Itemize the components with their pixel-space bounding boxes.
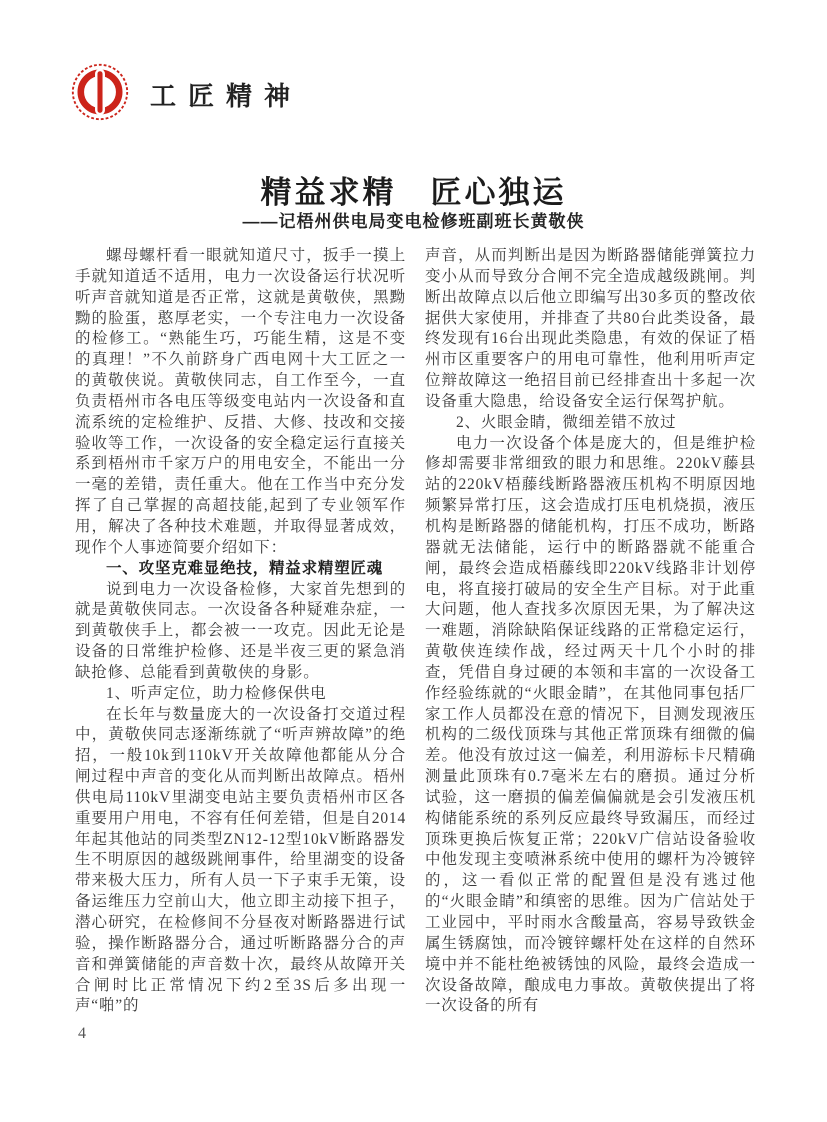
masthead	[70, 62, 302, 122]
trade-union-emblem-icon	[70, 62, 130, 122]
sub-heading: 2、火眼金睛，微细差错不放过	[456, 413, 677, 431]
article-title: 精益求精 匠心独运	[260, 174, 567, 210]
paragraph: 在长年与数量庞大的一次设备打交道过程中，黄敬侠同志逐渐练就了“听声辨故障”的绝招，一般10k到110kV开关故障他都能从分合闸过程中声音的变化从而判断出故障点。梧州供电局110kV里湖变电站主要负责梧州市区各重要用户用电，不容有任何差错，但是自2014年起其他站的同类型ZN12-12型10kV断路器发生不明原因的越级跳闸事件，给里湖变的设备带来极大压力，所有人员一下子束手无策，设备运维压力空前山大，他立即主动接下担子，潜心研究，在检修间不分昼夜对断路器进行试验，操作断路器分合，通过听断路器分合的声音和弹簧储能的声音数十次，最终从故障开关合闸时比正常情况下约2至3S后多出现一声“啪”的	[75, 705, 406, 1015]
article-body	[75, 246, 756, 1017]
section-heading: 一、攻坚克难显绝技，精益求精塑匠魂	[106, 559, 384, 577]
paragraph: 说到电力一次设备检修，大家首先想到的就是黄敬侠同志。一次设备各种疑难杂症，一到黄敬侠手上，都会被一一攻克。因此无论是设备的日常维护检修、还是半夜三更的紧急消缺抢修、总能看到黄敬侠的身影。	[75, 580, 406, 681]
paragraph: 螺母螺杆看一眼就知道尺寸，扳手一摸上手就知道适不适用，电力一次设备运行状况听听声音就知道是否正常，这就是黄敬侠，黑黝黝的脸蛋，憨厚老实，一个专注电力一次设备的检修工。“熟能生巧，巧能生精，这是不变的真理！”不久前跻身广西电网十大工匠之一的黄敬侠说。黄敬侠同志，自工作至今，一直负责梧州市各电压等级变电站内一次设备和直流系统的定检维护、反措、大修、技改和交接验收等工作，一次设备的安全稳定运行直接关系到梧州市千家万户的用电安全，不能出一分一毫的差错，责任重大。他在工作当中充分发挥了自己掌握的高超技能,起到了专业领军作用，解决了各种技术难题，并取得显著成效，现作个人事迹简要介绍如下：	[75, 247, 406, 556]
sub-heading: 1、听声定位，助力检修保供电	[106, 684, 327, 702]
paragraph: 电力一次设备个体是庞大的，但是维护检修却需要非常细致的眼力和思维。220kV藤县站的220kV梧藤线断路器液压机构不明原因地频繁异常打压，这会造成打压电机烧损，液压机构是断路器的储能机构，打压不成功，断路器就无法储能，运行中的断路器就不能重合闸，最终会造成梧藤线即220kV线路非计划停电，将直接打破局的安全生产目标。对于此重大问题，他人查找多次原因无果，为了解决这一难题，消除缺陷保证线路的正常稳定运行，黄敬侠连续作战，经过两天十几个小时的排查，凭借自身过硬的本领和丰富的一次设备工作经验练就的“火眼金睛”，在其他同事包括厂家工作人员都没在意的情况下，目测发现液压机构的二级伐顶珠与其他正常顶珠有细微的偏差。他没有放过这一偏差，利用游标卡尺精确测量此顶珠有0.7毫米左右的磨损。通过分析试验，这一磨损的偏差偏偏就是会引发液压机构储能系统的系列反应最终导致漏压，而经过顶珠更换后恢复正常；220kV广信站设备验收中他发现主变喷淋系统中使用的螺杆为冷镀锌的，这一看似正常的配置但是没有逃过他的“火眼金睛”和缜密的思维。因为广信站处于工业园中，平时雨水含酸量高，容易导致铁金属生锈腐蚀，而冷镀锌螺杆处在这样的自然环境中并不能杜绝被锈蚀的风险，最终会造成一次设备故障，酿成电力事故。黄敬侠提出了将一次设备的所有	[425, 434, 756, 1015]
masthead-label: 工匠精神	[150, 81, 303, 111]
left-column	[75, 246, 406, 1017]
right-column	[425, 246, 756, 1017]
article-subtitle: ——记梧州供电局变电检修班副班长黄敬侠	[242, 212, 585, 231]
paragraph-continuation: 声音，从而判断出是因为断路器储能弹簧拉力变小从而导致分合闸不完全造成越级跳闸。判断出故障点以后他立即编写出30多页的整改依据供大家使用，并排查了共80台此类设备，最终发现有16台出现此类隐患，有效的保证了梧州市区重要客户的用电可靠性，他利用听声定位辩故障这一绝招目前已经排查出十多起一次设备重大隐患，给设备安全运行保驾护航。	[425, 247, 756, 410]
page-number: 4	[78, 1025, 86, 1042]
